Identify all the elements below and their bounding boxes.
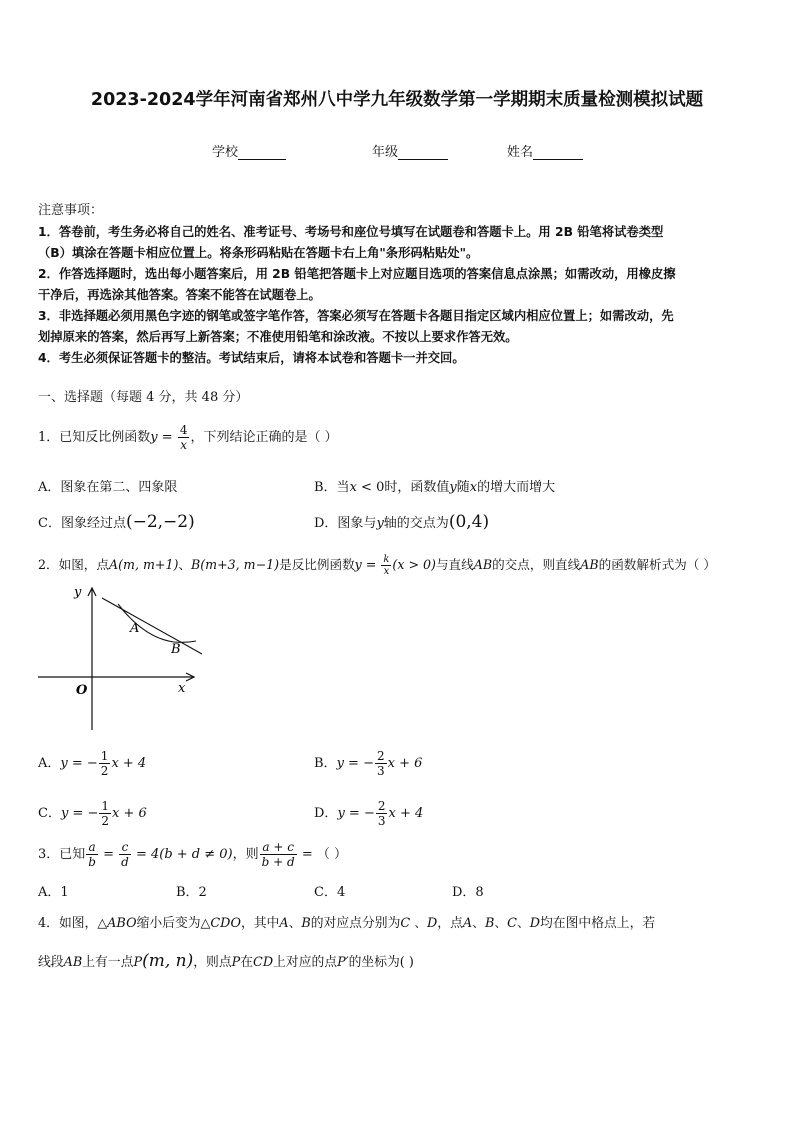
name-field bbox=[507, 141, 583, 160]
q1-b-text: B．当 bbox=[314, 480, 350, 495]
q4-mid3: 的对应点分别为 bbox=[310, 916, 401, 931]
q4-l2-mid: 上有一点 bbox=[82, 955, 134, 970]
q1-option-d[interactable] bbox=[314, 513, 489, 533]
q1-option-b[interactable] bbox=[314, 479, 555, 497]
q3-eq1: = bbox=[98, 847, 119, 862]
section-heading: 一、选择题（每题 4 分，共 48 分） bbox=[38, 390, 249, 405]
q2-b-rhs: x + 6 bbox=[387, 756, 423, 771]
q2-c-rhs: x + 6 bbox=[112, 806, 147, 821]
question-3 bbox=[38, 838, 347, 872]
q2-cond: (x > 0) bbox=[392, 557, 436, 572]
q3-option-d[interactable]: D．8 bbox=[452, 885, 484, 900]
q2-d-rhs: x + 4 bbox=[388, 806, 424, 821]
name-label: 姓名 bbox=[507, 145, 534, 160]
notice-line-3: 2．作答选择题时，选出每小题答案后，用 2B 铅笔把答题卡上对应题目选项的答案信息点涂黑；如需改动，用橡皮擦 bbox=[38, 267, 676, 281]
q2-ab: AB bbox=[473, 557, 493, 572]
q3-f2-den: d bbox=[121, 855, 129, 869]
q4-a2: A bbox=[462, 916, 473, 931]
q4-s4: 、 bbox=[494, 916, 508, 931]
q2-option-d[interactable] bbox=[314, 797, 423, 831]
q4-mid: 缩小后变为 bbox=[136, 916, 201, 931]
question-2 bbox=[38, 548, 716, 582]
q2-b: B bbox=[190, 557, 201, 572]
q1-d-mid: 轴的交点为 bbox=[383, 516, 449, 531]
q1-b-post: 的增大而增大 bbox=[477, 480, 556, 495]
q1-text: 1．已知反比例函数 bbox=[38, 430, 151, 445]
q4-c2: C bbox=[507, 916, 517, 931]
q2-option-a[interactable] bbox=[38, 747, 146, 781]
q2-a: A bbox=[108, 557, 119, 572]
q2-figure bbox=[34, 582, 214, 734]
q2-option-b[interactable] bbox=[314, 747, 422, 781]
notice-line-7: 4．考生必须保证答题卡的整洁。考试结束后，请将本试卷和答题卡一并交回。 bbox=[38, 351, 465, 365]
notice-line-5: 3．非选择题必须用黑色字迹的钢笔或签字笔作答，答案必须写在答题卡各题目指定区域内相应位置上；如需改动，先 bbox=[38, 309, 674, 323]
q2-c-num: 1 bbox=[101, 799, 109, 813]
q2-tail: 的函数解析式为（ ） bbox=[598, 557, 716, 572]
q2-a-label: A． bbox=[38, 756, 61, 771]
school-blank[interactable] bbox=[238, 145, 286, 160]
q2-b-frac bbox=[375, 749, 387, 778]
q1-b-y: y bbox=[449, 480, 457, 495]
q4-l2-text: 线段 bbox=[38, 955, 64, 970]
q3-option-a[interactable]: A．1 bbox=[38, 885, 69, 900]
q1-b-x2: x bbox=[469, 480, 478, 495]
q1-b-mid2: 随 bbox=[456, 480, 470, 495]
q1-tail: ，下列结论正确的是（ ） bbox=[190, 430, 338, 445]
q4-s3: 、 bbox=[472, 916, 485, 931]
question-1 bbox=[38, 420, 338, 456]
fig-label-y: y bbox=[74, 585, 82, 600]
q4-l2-post: 的坐标为( ) bbox=[348, 955, 414, 970]
q1-den: x bbox=[180, 438, 188, 452]
question-4-line-1 bbox=[38, 914, 655, 934]
q2-den: x bbox=[383, 566, 390, 577]
q1-y: y bbox=[150, 430, 158, 445]
q4-s5: 、 bbox=[516, 916, 530, 931]
q2-ab2: AB bbox=[580, 557, 599, 572]
q3-option-b[interactable]: B．2 bbox=[176, 885, 207, 900]
q2-c-den: 2 bbox=[101, 814, 109, 828]
q2-b-label: B． bbox=[314, 756, 337, 771]
q1-d-text: D．图象与 bbox=[314, 516, 377, 531]
q4-d2: D bbox=[529, 916, 540, 931]
q2-text: 2．如图，点 bbox=[38, 557, 109, 572]
q3-frac-3 bbox=[260, 840, 297, 869]
school-field bbox=[212, 141, 286, 160]
q4-mid2: ，其中 bbox=[240, 916, 280, 931]
name-blank[interactable] bbox=[533, 145, 583, 160]
fig-label-a: A bbox=[130, 621, 140, 636]
q1-d-y: y bbox=[376, 516, 384, 531]
q4-mid4: ，点 bbox=[437, 916, 463, 931]
q2-b-num: 2 bbox=[376, 749, 385, 763]
q2-sep: 、 bbox=[178, 557, 191, 572]
q3-frac-1 bbox=[86, 840, 98, 869]
q1-option-a[interactable]: A．图象在第二、四象限 bbox=[38, 480, 178, 495]
q4-post: 均在图中格点上，若 bbox=[540, 916, 656, 931]
q4-text: 4．如图， bbox=[38, 916, 98, 931]
q2-num: k bbox=[383, 554, 390, 565]
q1-c-text: C．图象经过点 bbox=[38, 516, 126, 531]
q3-eq2: = 4(b + d ≠ 0) bbox=[131, 847, 233, 862]
q2-d-num: 2 bbox=[377, 799, 386, 813]
q2-c-label: C． bbox=[38, 806, 61, 821]
q1-b-x: x bbox=[349, 480, 357, 495]
grade-blank[interactable] bbox=[398, 145, 448, 160]
q1-option-c[interactable] bbox=[38, 513, 195, 533]
q4-c: C bbox=[400, 916, 411, 931]
q2-b-den: 3 bbox=[376, 764, 385, 778]
q4-cdo: △CDO bbox=[200, 916, 241, 931]
q3-f3-den: b + d bbox=[261, 855, 295, 869]
q2-b-coord: (m+3, m−1) bbox=[200, 557, 280, 572]
q4-l2-mid2: ，则点 bbox=[193, 955, 232, 970]
q3-option-c[interactable]: C．4 bbox=[314, 885, 346, 900]
q4-b: B bbox=[301, 916, 311, 931]
notice-heading: 注意事项： bbox=[38, 203, 104, 218]
q2-a-den: 2 bbox=[100, 764, 109, 778]
q4-l2-pc: (m, n) bbox=[142, 951, 194, 971]
q1-b-cond: < 0 bbox=[356, 480, 385, 495]
q4-b2: B bbox=[484, 916, 495, 931]
q2-d-label: D． bbox=[314, 806, 338, 821]
q2-b-lhs: y = − bbox=[336, 756, 374, 771]
q2-fraction bbox=[381, 554, 391, 577]
q4-s2: 、 bbox=[410, 916, 428, 931]
q3-mid: ，则 bbox=[232, 847, 259, 862]
line-ab bbox=[102, 598, 202, 654]
notice-line-1: 1．答卷前，考生务必将自己的姓名、准考证号、考场号和座位号填写在试题卷和答题卡上。用 2B 铅笔将试卷类型 bbox=[38, 225, 664, 239]
q2-eq: = bbox=[361, 557, 381, 572]
q2-a-frac bbox=[99, 749, 111, 778]
q4-l2-p3: P′ bbox=[337, 955, 349, 970]
q2-d-den: 3 bbox=[377, 814, 386, 828]
q2-a-coord: (m, m+1) bbox=[118, 557, 179, 572]
grade-field bbox=[372, 141, 448, 160]
q3-frac-2 bbox=[119, 840, 131, 869]
q1-b-mid: 时，函数值 bbox=[384, 480, 450, 495]
q1-fraction bbox=[178, 423, 190, 452]
q4-l2-cd: CD bbox=[253, 955, 274, 970]
q2-c-frac bbox=[99, 799, 111, 828]
q4-l2-mid4: 上对应的点 bbox=[273, 955, 338, 970]
q2-d-lhs: y = − bbox=[337, 806, 375, 821]
q3-f1-den: b bbox=[88, 855, 96, 869]
notice-line-4: 干净后，再选涂其他答案。答案不能答在试题卷上。 bbox=[38, 288, 321, 302]
notice-line-2: （B）填涂在答题卡相应位置上。将条形码粘贴在答题卡右上角"条形码粘贴处"。 bbox=[38, 246, 479, 260]
notice-line-6: 划掉原来的答案，然后再写上新答案；不准使用铅笔和涂改液。不按以上要求作答无效。 bbox=[38, 330, 518, 344]
q1-d-point: (0,4) bbox=[448, 512, 490, 532]
q2-option-c[interactable] bbox=[38, 797, 147, 831]
q3-f1-num: a bbox=[86, 840, 98, 855]
question-4-line-2 bbox=[38, 951, 414, 973]
q2-mid3: 的交点，则直线 bbox=[492, 557, 581, 572]
q1-num: 4 bbox=[179, 423, 188, 437]
fig-label-x: x bbox=[178, 681, 186, 696]
q2-c-lhs: y = − bbox=[60, 806, 99, 821]
fig-label-b: B bbox=[171, 642, 181, 657]
q4-l2-mid3: 在 bbox=[240, 955, 254, 970]
q2-mid2: 与直线 bbox=[435, 557, 474, 572]
q1-c-point: (−2,−2) bbox=[125, 512, 195, 532]
q3-f2-num: c bbox=[119, 840, 131, 855]
grade-label: 年级 bbox=[372, 145, 399, 160]
q4-abo: △ABO bbox=[97, 916, 137, 931]
page-title: 2023-2024学年河南省郑州八中学九年级数学第一学期期末质量检测模拟试题 bbox=[90, 90, 704, 110]
q4-l2-p: P bbox=[133, 955, 143, 970]
q2-y: y bbox=[354, 557, 362, 572]
q2-a-lhs: y = − bbox=[60, 756, 98, 771]
q4-s1: 、 bbox=[288, 916, 302, 931]
q4-d: D bbox=[427, 916, 438, 931]
q4-a: A bbox=[279, 916, 289, 931]
q4-l2-p2: P bbox=[231, 955, 241, 970]
q2-a-num: 1 bbox=[100, 749, 109, 763]
q2-d-frac bbox=[376, 799, 388, 828]
q4-l2-ab: AB bbox=[63, 955, 83, 970]
q3-text: 3．已知 bbox=[38, 847, 86, 862]
q2-mid: 是反比例函数 bbox=[279, 557, 355, 572]
q3-tail: = （ ） bbox=[297, 847, 347, 862]
q2-a-rhs: x + 4 bbox=[111, 756, 147, 771]
q1-eq: = bbox=[157, 430, 177, 445]
fig-label-o: O bbox=[76, 683, 88, 698]
q3-f3-num: a + c bbox=[260, 840, 297, 855]
school-label: 学校 bbox=[212, 145, 239, 160]
